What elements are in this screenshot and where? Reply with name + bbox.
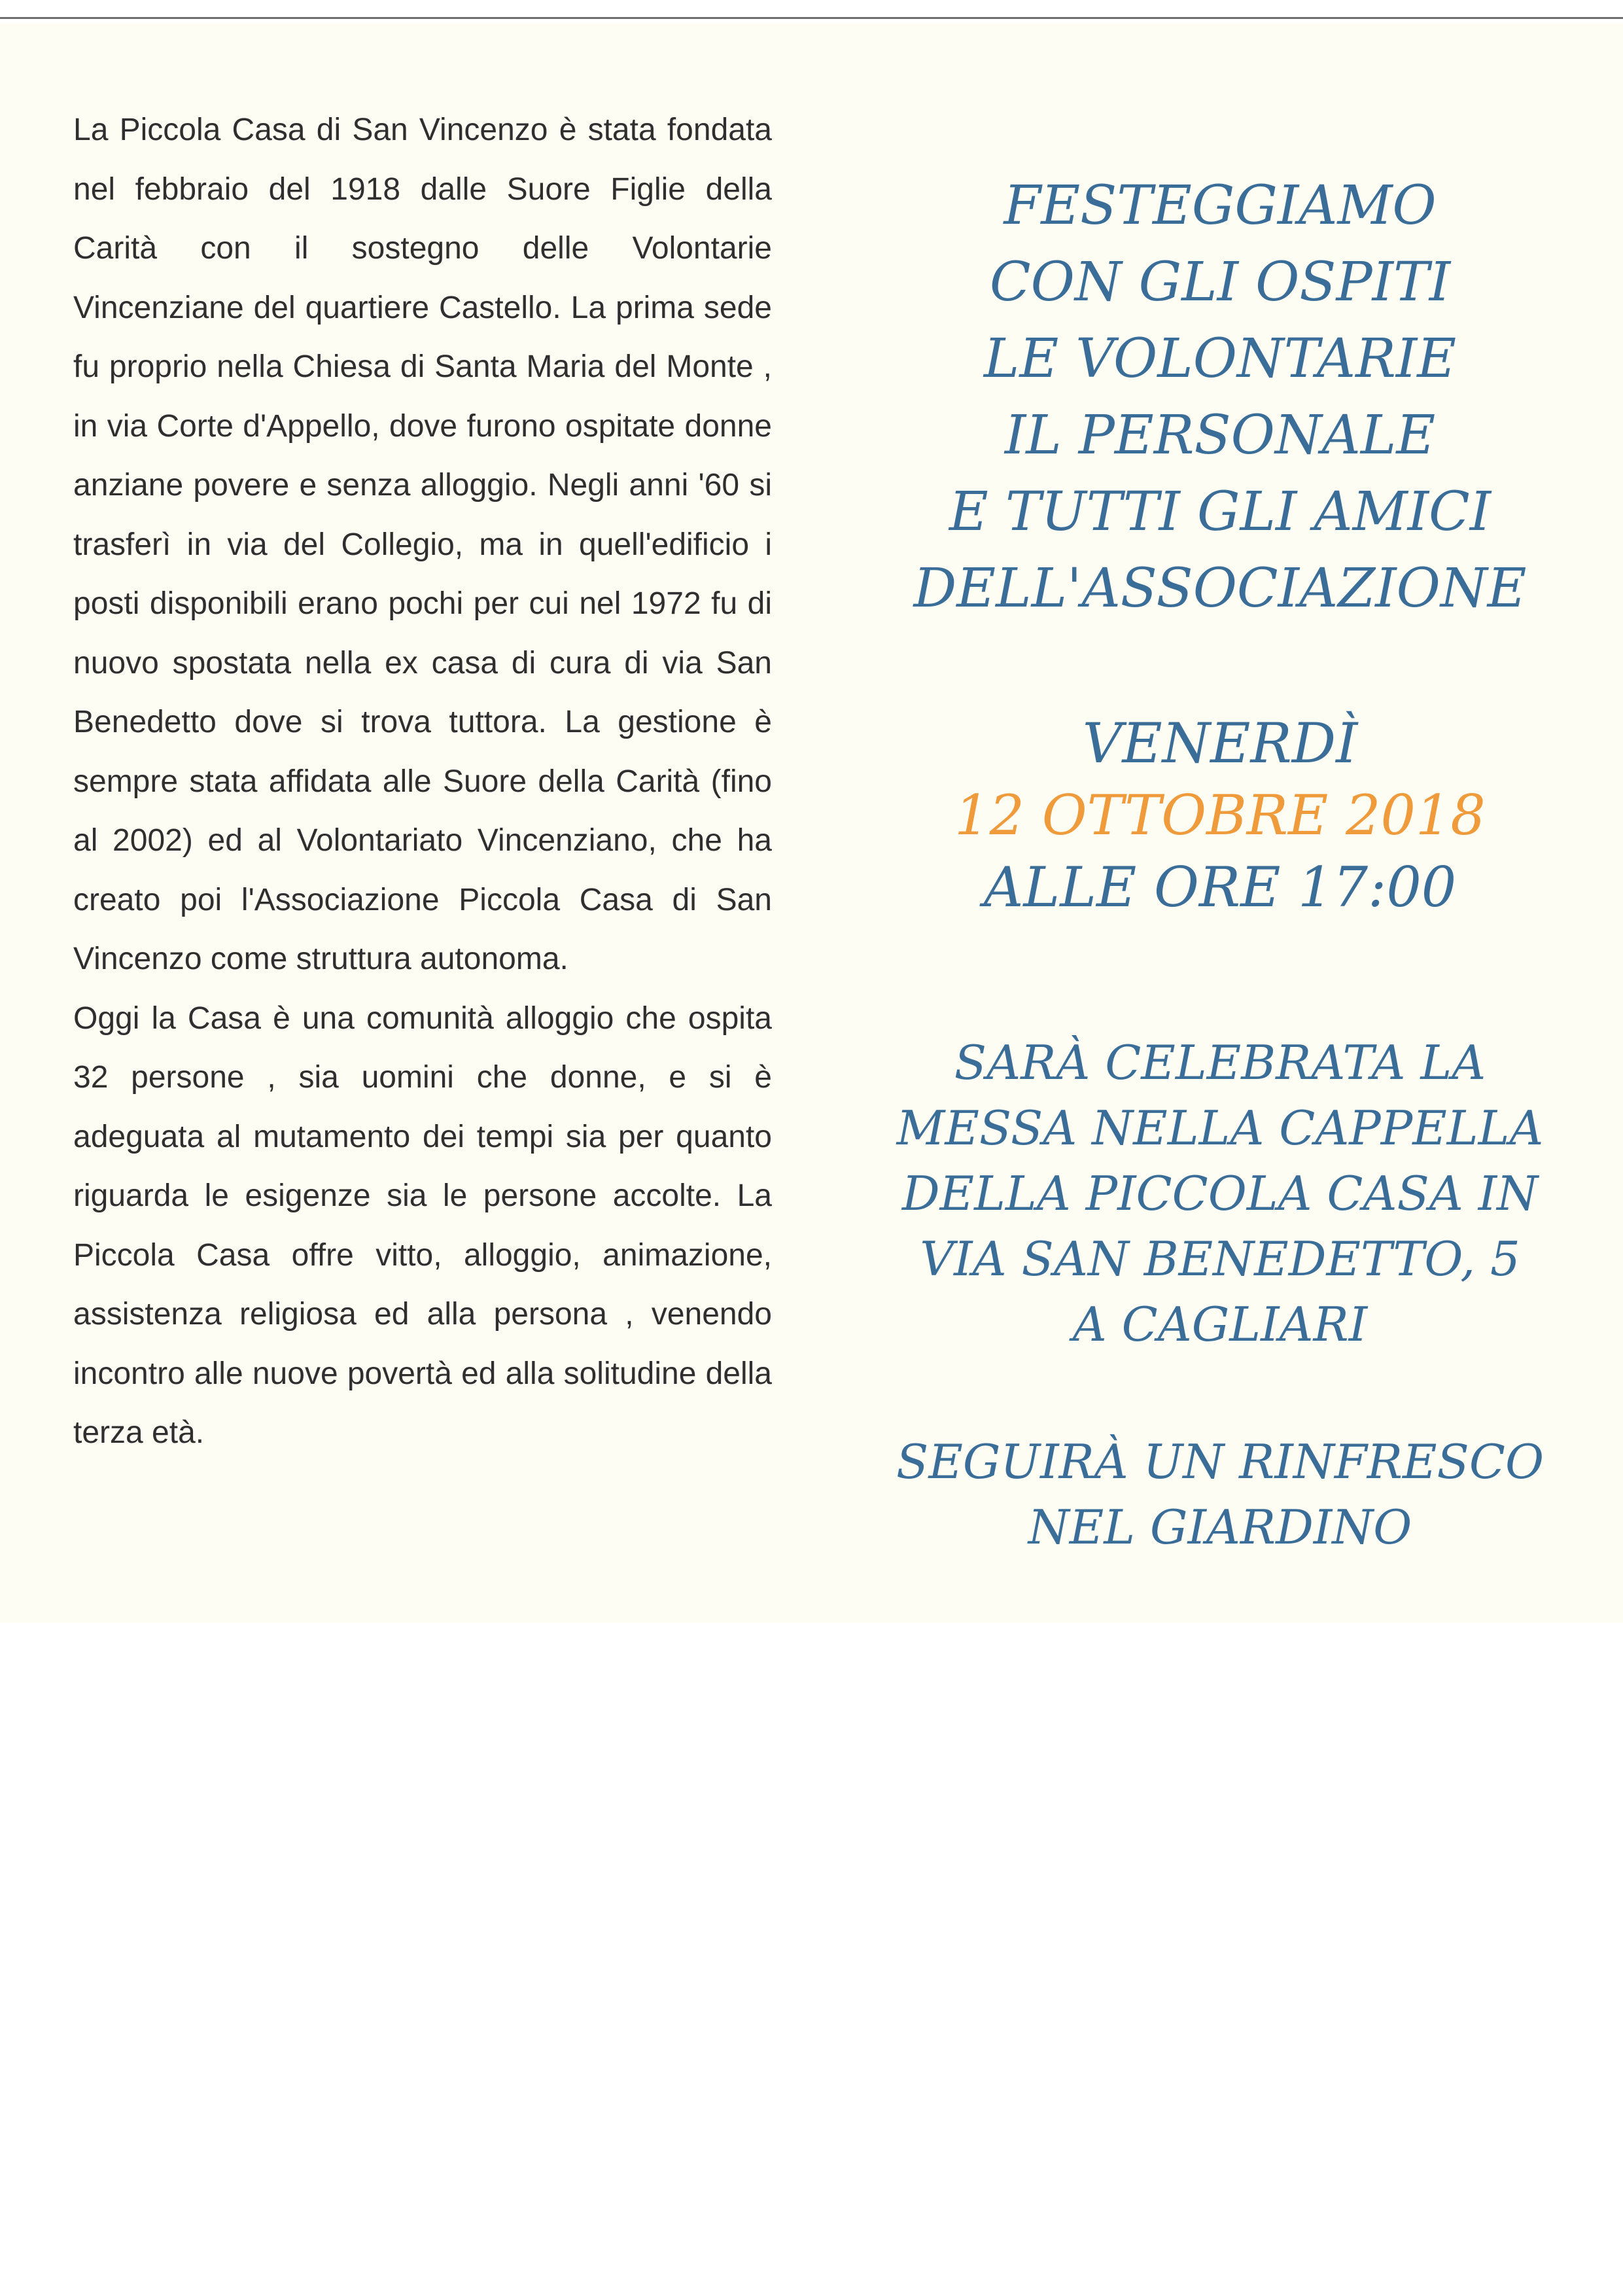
mass-line: VIA SAN BENEDETTO, 5 bbox=[920, 1231, 1520, 1286]
event-day: VENERDÌ bbox=[1082, 711, 1358, 775]
headline-line: FESTEGGIAMO bbox=[1003, 175, 1437, 237]
headline-line: E TUTTI GLI AMICI bbox=[949, 481, 1492, 543]
event-time: ALLE ORE 17:00 bbox=[983, 855, 1457, 919]
event-date-block bbox=[844, 707, 1596, 923]
refreshment-note bbox=[844, 1429, 1596, 1560]
closing-line: SEGUIRÀ UN RINFRESCO bbox=[896, 1434, 1544, 1489]
history-paragraph: Oggi la Casa è una comunità alloggio che ospita 32 persone , sia uomini che donne, e si è adeguata al mutamento dei tempi sia per quanto riguarda le esigenze sia le persone accolte. La Piccola Casa offre vitto, alloggio, animazione, assistenza religiosa ed alla persona , venendo incontro alle nuove povertà ed alla solitudine della terza età. bbox=[73, 1000, 772, 1450]
celebration-headline bbox=[844, 168, 1596, 627]
event-date: 12 OTTOBRE 2018 bbox=[954, 783, 1486, 847]
mass-details bbox=[844, 1030, 1596, 1357]
invitation-card bbox=[0, 24, 1623, 1623]
headline-line: IL PERSONALE bbox=[1004, 404, 1436, 467]
mass-line: MESSA NELLA CAPPELLA bbox=[896, 1101, 1544, 1156]
closing-line: NEL GIARDINO bbox=[1028, 1500, 1412, 1555]
mass-line: DELLA PICCOLA CASA IN bbox=[901, 1166, 1539, 1221]
headline-line: DELL'ASSOCIAZIONE bbox=[913, 557, 1527, 620]
mass-line: A CAGLIARI bbox=[1072, 1297, 1368, 1352]
headline-line: CON GLI OSPITI bbox=[989, 251, 1451, 313]
page-top-rule bbox=[0, 17, 1623, 19]
headline-line: LE VOLONTARIE bbox=[983, 328, 1457, 390]
history-paragraph: La Piccola Casa di San Vincenzo è stata fondata nel febbraio del 1918 dalle Suore Figlie della Carità con il sostegno delle Volontarie Vincenziane del quartiere Castello. La prima sede fu proprio nella Chiesa di Santa Maria del Monte , in via Corte d'Appello, dove furono ospitate donne anziane povere e senza alloggio. Negli anni '60 si trasferì in via del Collegio, ma in quell'edificio i posti disponibili erano pochi per cui nel 1972 fu di nuovo spostata nella ex casa di cura di via San Benedetto dove si trova tuttora. La gestione è sempre stata affidata alle Suore della Carità (fino al 2002) ed al Volontariato Vincenziano, che ha creato poi l'Associazione Piccola Casa di San Vincenzo come struttura autonoma. bbox=[73, 113, 772, 976]
mass-line: SARÀ CELEBRATA LA bbox=[954, 1035, 1486, 1090]
history-column bbox=[73, 101, 772, 1463]
